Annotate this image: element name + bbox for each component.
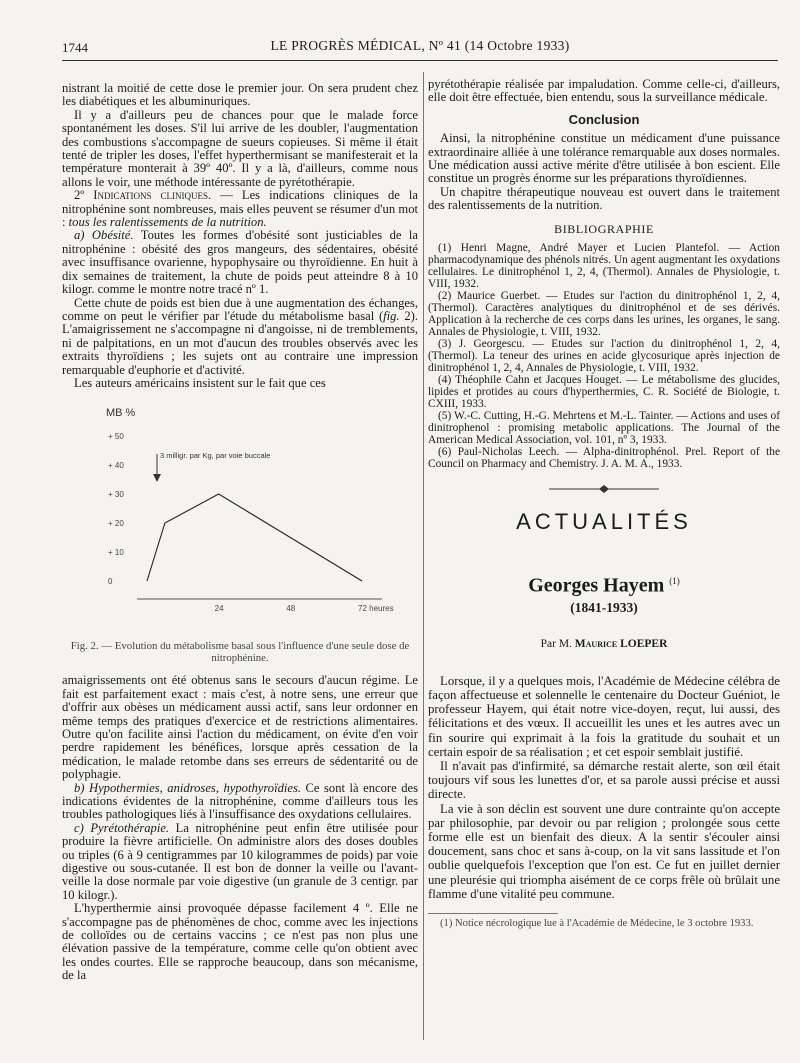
y-tick-label: + 20: [108, 519, 124, 529]
section-lead: 2º Indications cliniques.: [74, 188, 212, 203]
author-name: Maurice LOEPER: [574, 638, 668, 651]
byline: [428, 638, 780, 651]
section-lead: c) Pyrétothérapie.: [74, 820, 170, 835]
article-title: [428, 574, 780, 597]
running-title: LE PROGRÈS MÉDICAL, Nº 41 (14 Octobre 1933): [270, 38, 570, 53]
annotation-arrowhead: [153, 474, 161, 482]
byline-prefix: Par M.: [540, 638, 572, 651]
article-years: (1841-1933): [570, 599, 638, 615]
footnote-ref: (1): [669, 575, 680, 586]
paragraph: Lorsque, il y a quelques mois, l'Académie de Médecine célébra de façon affectueuse et solennelle le centenaire du Docteur Guéniot, le professeur Hayem, qui était notre vice-doyen, reçut, lui aussi, des félicitations et des vœux. Il accueillit les unes et les autres avec un fin sourire qui exprimait à la fois la gratitude du souhait et un certain espoir de sa réalisation ; et cet espoir semblait justifié.: [428, 673, 780, 759]
bibliography-list: [428, 242, 780, 470]
paragraph: Il n'avait pas d'infirmité, sa démarche restait alerte, son œil était toujours vif sous les lunettes d'or, et sa parole aussi précise et aussi directe.: [428, 758, 780, 802]
bibliography-entry: (1) Henri Magne, André Mayer et Lucien Plantefol. — Action pharmacodynamique des phénols nitrés. Un agent augmentant les oxydations cellulaires. Le dinitrophénol 1, 2, 4, (Thermol). Annales de Physiologie, t. VIII, 1932.: [428, 242, 780, 291]
bibliography-entry: (5) W.-C. Cutting, H.-G. Mehrtens et M.-L. Tainter. — Actions and uses of dinitrophenol : promising metabolic applications. The Journal of the American Medical Association, vol. 101, nº 3, 1933.: [428, 410, 780, 447]
paragraph: Un chapitre thérapeutique nouveau est ouvert dans le traitement des ralentissements de la nutrition.: [428, 184, 780, 213]
footnote: (1) Notice nécrologique lue à l'Académie de Médecine, le 3 octobre 1933.: [440, 918, 754, 929]
x-tick-label: 72 heures: [358, 604, 394, 614]
y-tick-label: + 10: [108, 548, 124, 558]
metabolism-chart: [62, 396, 418, 636]
paragraph: amaigrissements ont été obtenus sans le secours d'aucun régime. Le fait est parfaitement exact : mais c'est, à notre sens, une erreur que d'offrir aux obèses un médicament aussi actif, sans leur ordonner en même temps des pratiques d'exercice et de restrictions alimentaires. Outre qu'on facilite ainsi l'action du médicament, on évite d'en voir perdre rapidement les bénéfices, lorsque après cessation de la médication, le malade retombe dans ses erreurs de sédentarité ou de polyphagie.: [62, 673, 418, 782]
footnote-rule: [428, 913, 558, 914]
bibliography-entry: (4) Théophile Cahn et Jacques Houget. — Le métabolisme des glucides, lipides et protides au cours d'hyperthermies, C. R. Société de Biologie, t. CXIII, 1933.: [428, 374, 780, 411]
paragraph: [62, 822, 418, 902]
right-column: [428, 78, 780, 930]
chart-annotation: 3 milligr. par Kg, par voie buccale: [160, 451, 271, 461]
paragraph: [62, 782, 418, 822]
figure-2: [62, 396, 418, 636]
text-span: 2). L'amaigrissement ne s'accompagne ni d'angoisse, ni de tremblements, ni de palpitations, en un mot d'aucun des troubles observés avec les extraits thyroïdiens ; les sujets ont au contraire une impression remarquable d'euphorie et d'activité.: [62, 308, 418, 377]
section-lead: b) Hypothermies, anidroses, hypothyroïdies.: [74, 780, 302, 795]
paragraph: Les auteurs américains insistent sur le fait que ces: [74, 375, 326, 390]
paragraph: Il y a d'ailleurs peu de chances pour que le malade force spontanément les doses. S'il lui arrive de les doubler, l'augmentation des combustions s'accompagne de sueurs copieuses. Si même il était tenté de tripler les doses, l'effet hyperthermisant se manifesterait et la température monterait à 39º 40º. Il y a là, d'ailleurs, comme nous allons le voir, une méthode intéressante de pyrétothérapie.: [62, 107, 418, 189]
article-body: [428, 674, 780, 901]
section-heading: ACTUALITÉS: [516, 509, 692, 535]
paragraph: La vie à son déclin est souvent une dure contrainte qu'on accepte par philosophie, par devoir ou par religion ; prolongée sous cette forme elle est un bienfait des dieux. A la sentir s'écouler ainsi doucement, sans choc et sans à-coup, on la vit sans lassitude et l'on oublie quelquefois l'exception que l'on est. Ce fut en juillet dernier une pleurésie qui triompha aisément de ce corps frêle où brûlait une flamme d'une vitalité peu commune.: [428, 801, 780, 901]
series-line: [147, 494, 362, 581]
page-number: 1744: [62, 40, 88, 55]
conclusion-heading: Conclusion: [568, 111, 640, 127]
y-tick-label: + 30: [108, 490, 124, 500]
column-divider: [423, 72, 424, 1040]
text-span: La nitrophénine peut enfin être utilisée pour produire la fièvre artificielle. On administre alors des doses doubles ou triples (6 à 9 centigrammes par 10 kilogrammes de poids) par voie digestive ou sous-cutanée. Il est bon de donner la veille ou l'avant-veille la dose normale par voie digestive (un granule de 3 centigr. par 10 kilogr.).: [62, 820, 418, 902]
figure-caption: Fig. 2. — Evolution du métabolisme basal sous l'influence d'une seule dose de nitrophénine.: [70, 640, 410, 665]
article-name: Georges Hayem: [528, 574, 665, 597]
bibliography-heading: BIBLIOGRAPHIE: [554, 221, 654, 236]
paragraph: pyrétothérapie réalisée par impaludation. Comme celle-ci, d'ailleurs, elle doit être effectuée, bien entendu, sous la surveillance médicale.: [428, 77, 780, 105]
italic-span: tous les ralentissements de la nutrition.: [68, 215, 267, 230]
paragraph: [62, 229, 418, 296]
text-span: Ce sont là encore des indications évidentes de la nitrophénine, comme d'ailleurs tous les troubles pathologiques liés à l'insuffisance des oxydations cellulaires.: [62, 780, 418, 822]
fig-ref: fig.: [383, 308, 400, 323]
bibliography-entry: (2) Maurice Guerbet. — Etudes sur l'action du dinitrophénol 1, 2, 4, (Thermol). Caractères analytiques du dinitrophénol et de ses dérivés. Application à la recherche de ces corps dans les urines, les organes, le sang. Annales de Physiologie, t. VIII, 1932.: [428, 290, 780, 339]
y-tick-label: + 40: [108, 461, 124, 471]
y-tick-label: + 50: [108, 432, 124, 442]
paragraph: L'hyperthermie ainsi provoquée dépasse facilement 4 º. Elle ne s'accompagne pas de phénomènes de choc, comme avec les injections de colloïdes ou de certains vaccins ; ce n'est pas non plus une élévation passive de la température, comme celle qu'on obtient avec les ondes courtes. Elle se rapproche beaucoup, dans son mécanisme, de la: [62, 901, 418, 983]
text-span: Toutes les formes d'obésité sont justiciables de la nitrophénine : obésité des gros mangeurs, des sédentaires, obésité avec insuffisance ovarienne, hypophysaire ou thyroïdienne. En huit à dix semaines de traitement, la chute de poids peut atteindre 8 à 10 kilogr. comme le montre notre tracé nº 1.: [62, 228, 418, 297]
bibliography-entry: (3) J. Georgescu. — Etudes sur l'action du dinitrophénol 1, 2, 4, (Thermol). La teneur des urines en acide glycosurique après injection de dinitrophénol 1, 2, 4, Annales de Physiologie, t. VIII, 1932.: [428, 338, 780, 375]
left-column: [62, 82, 418, 983]
paragraph: nistrant la moitié de cette dose le premier jour. On sera prudent chez les diabétiques et les albuminuriques.: [62, 81, 418, 109]
ornament-icon: [544, 484, 664, 494]
text-span: — Les indications cliniques de la nitrophénine sont nombreuses, mais elles peuvent se résumer d'un mot :: [62, 188, 419, 230]
ornament-divider: [428, 484, 780, 497]
paragraph: [62, 189, 418, 229]
page-header: [62, 38, 778, 61]
y-axis-label: MB %: [106, 407, 136, 420]
x-tick-label: 48: [286, 604, 296, 614]
paragraph: [62, 297, 418, 377]
text-span: Cette chute de poids est bien due à une augmentation des échanges, comme on peut le vérifier par l'étude du métabolisme basal (: [62, 295, 418, 323]
x-tick-label: 24: [214, 604, 224, 614]
section-lead: a) Obésité.: [74, 228, 134, 243]
paragraph: Ainsi, la nitrophénine constitue un médicament d'une puissance extraordinaire alliée à une tolérance remarquable aux doses normales. Une médication aussi active mérite d'être utilisée à bon escient. Elle constitue un progrès énorme sur les préparations thyroïdiennes.: [428, 131, 780, 186]
y-tick-label: 0: [108, 577, 113, 587]
bibliography-entry: (6) Paul-Nicholas Leech. — Alpha-dinitrophénol. Prel. Report of the Council on Pharmacy and Chemistry. J. A. M. A., 1933.: [428, 446, 780, 471]
